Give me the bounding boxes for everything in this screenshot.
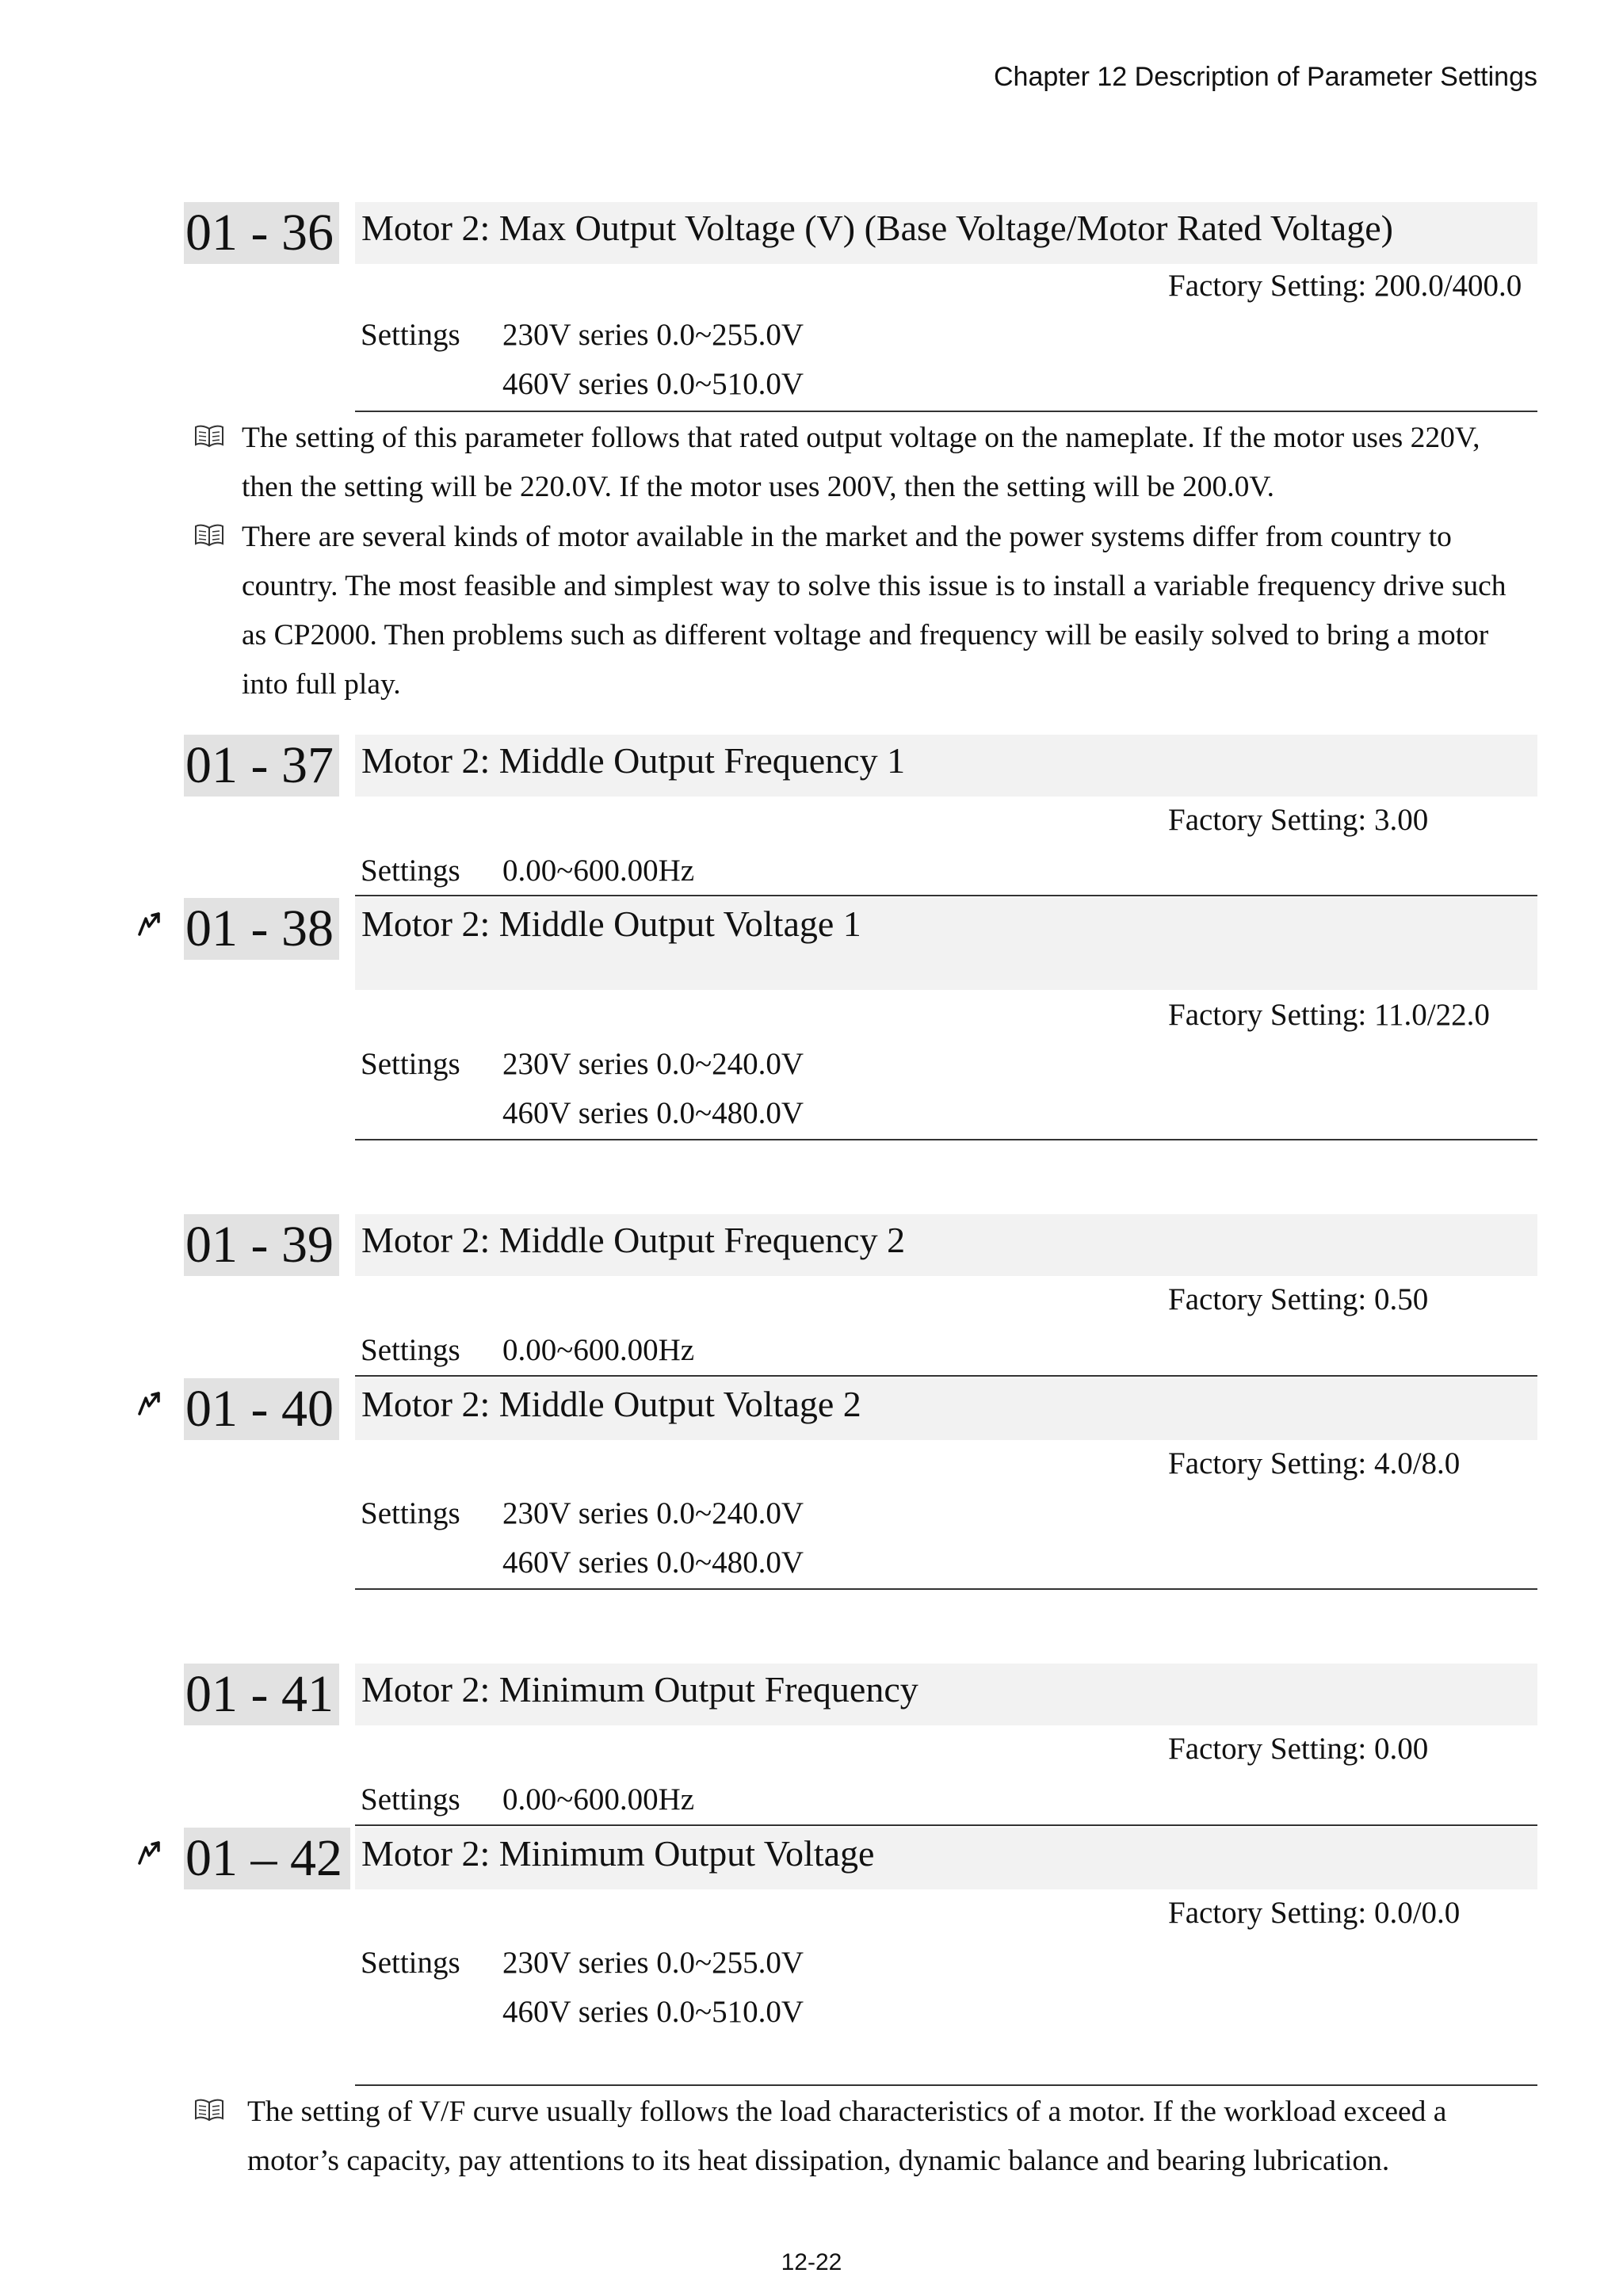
settings-value: 460V series 0.0~510.0V	[502, 367, 804, 401]
note-line: country. The most feasible and simplest way to solve this issue is to install a variable frequency drive such	[242, 570, 1507, 602]
settings-value: 0.00~600.00Hz	[502, 1333, 695, 1367]
parameter-title: Motor 2: Middle Output Frequency 1	[355, 735, 1537, 797]
parameter-code: 01 - 40	[184, 1378, 339, 1440]
settings-label: Settings	[361, 1946, 460, 1980]
factory-setting: Factory Setting: 3.00	[1168, 803, 1429, 837]
note-line: into full play.	[242, 668, 401, 701]
factory-setting: Factory Setting: 11.0/22.0	[1168, 998, 1490, 1032]
settings-value: 0.00~600.00Hz	[502, 1782, 695, 1817]
settings-value: 230V series 0.0~255.0V	[502, 1946, 804, 1980]
parameter-code: 01 - 39	[184, 1214, 339, 1276]
factory-setting: Factory Setting: 0.50	[1168, 1282, 1429, 1316]
note-line: The setting of this parameter follows that rated output voltage on the nameplate. If the motor uses 220V,	[242, 422, 1480, 454]
book-icon	[193, 523, 225, 548]
page-number: 12-22	[781, 2249, 842, 2275]
parameter-code: 01 - 37	[184, 735, 339, 797]
divider	[355, 411, 1537, 412]
parameter-code: 01 - 41	[184, 1664, 339, 1725]
lightning-icon	[135, 1838, 165, 1868]
lightning-icon	[135, 1389, 165, 1419]
note-line: The setting of V/F curve usually follows the load characteristics of a motor. If the workload exceed a	[247, 2095, 1447, 2128]
chapter-header: Chapter 12 Description of Parameter Settings	[993, 62, 1537, 92]
settings-label: Settings	[361, 1496, 460, 1530]
book-icon	[193, 424, 225, 449]
settings-value: 460V series 0.0~480.0V	[502, 1545, 804, 1580]
divider	[355, 1824, 1537, 1826]
parameter-title: Motor 2: Middle Output Voltage 2	[355, 1378, 1537, 1440]
divider	[355, 895, 1537, 896]
settings-label: Settings	[361, 1047, 460, 1081]
settings-value: 460V series 0.0~480.0V	[502, 1096, 804, 1130]
settings-label: Settings	[361, 1782, 460, 1817]
note-line: as CP2000. Then problems such as different voltage and frequency will be easily solved to bring a motor	[242, 619, 1489, 651]
settings-label: Settings	[361, 854, 460, 888]
settings-label: Settings	[361, 318, 460, 352]
factory-setting: Factory Setting: 0.00	[1168, 1732, 1429, 1766]
parameter-title: Motor 2: Middle Output Voltage 1	[355, 898, 1537, 990]
parameter-title: Motor 2: Minimum Output Voltage	[355, 1828, 1537, 1889]
settings-value: 230V series 0.0~240.0V	[502, 1047, 804, 1081]
note-paragraph	[242, 513, 1506, 709]
settings-value: 230V series 0.0~255.0V	[502, 318, 804, 352]
parameter-code: 01 - 38	[184, 898, 339, 960]
divider	[355, 2084, 1537, 2086]
settings-value: 0.00~600.00Hz	[502, 854, 695, 888]
divider	[355, 1588, 1537, 1590]
note-paragraph	[242, 414, 1480, 512]
parameter-code: 01 – 42	[184, 1828, 350, 1889]
divider	[355, 1375, 1537, 1377]
parameter-code: 01 - 36	[184, 202, 339, 264]
book-icon	[193, 2098, 225, 2123]
factory-setting: Factory Setting: 200.0/400.0	[1168, 269, 1522, 303]
divider	[355, 1139, 1537, 1140]
factory-setting: Factory Setting: 0.0/0.0	[1168, 1896, 1461, 1930]
note-line: motor’s capacity, pay attentions to its heat dissipation, dynamic balance and bearing lubrication.	[247, 2145, 1390, 2177]
note-line: There are several kinds of motor available in the market and the power systems differ from country to	[242, 521, 1452, 553]
settings-value: 460V series 0.0~510.0V	[502, 1995, 804, 2029]
lightning-icon	[135, 909, 165, 939]
settings-label: Settings	[361, 1333, 460, 1367]
parameter-title: Motor 2: Middle Output Frequency 2	[355, 1214, 1537, 1276]
factory-setting: Factory Setting: 4.0/8.0	[1168, 1446, 1461, 1480]
note-paragraph	[247, 2088, 1446, 2186]
parameter-title: Motor 2: Max Output Voltage (V) (Base Voltage/Motor Rated Voltage)	[355, 202, 1537, 264]
settings-value: 230V series 0.0~240.0V	[502, 1496, 804, 1530]
note-line: then the setting will be 220.0V. If the motor uses 200V, then the setting will be 200.0V.	[242, 471, 1275, 503]
parameter-title: Motor 2: Minimum Output Frequency	[355, 1664, 1537, 1725]
